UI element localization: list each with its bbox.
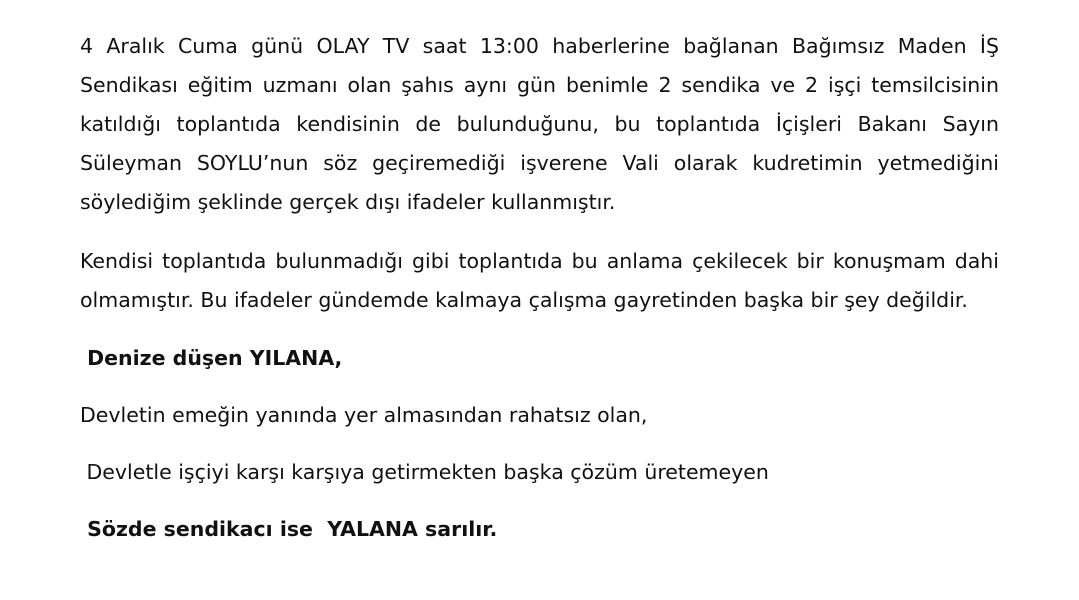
document-body bbox=[80, 0, 999, 549]
line-state: Devletin emeğin yanında yer almasından rahatsız olan, bbox=[80, 403, 648, 427]
text-line: Sendikası eğitim uzmanı olan şahıs aynı gün benimle 2 sendika ve 2 işçi temsilcisinin bbox=[80, 73, 999, 97]
text-line: olmamıştır. Bu ifadeler gündemde kalmaya çalışma gayretinden başka bir şey değildir. bbox=[80, 288, 968, 312]
text-line: Kendisi toplantıda bulunmadığı gibi toplantıda bu anlama çekilecek bir konuşmam dahi bbox=[80, 249, 999, 273]
text-line: 4 Aralık Cuma günü OLAY TV saat 13:00 haberlerine bağlanan Bağımsız Maden İŞ bbox=[80, 34, 999, 58]
line-worker: Devletle işçiyi karşı karşıya getirmekten başka çözüm üretemeyen bbox=[80, 460, 769, 484]
paragraph-denial bbox=[80, 242, 999, 320]
text-line: Süleyman SOYLU’nun söz geçiremediği işverene Vali olarak kudretimin yetmediğini bbox=[80, 151, 999, 175]
bold-line-final: Sözde sendikacı ise YALANA sarılır. bbox=[80, 517, 498, 541]
text-line: söylediğim şeklinde gerçek dışı ifadeler kullanmıştır. bbox=[80, 190, 616, 214]
paragraph-statement bbox=[80, 27, 999, 222]
text-line: katıldığı toplantıda kendisinin de bulunduğunu, bu toplantıda İçişleri Bakanı Sayın bbox=[80, 112, 999, 136]
bold-line-snake: Denize düşen YILANA, bbox=[80, 346, 343, 370]
